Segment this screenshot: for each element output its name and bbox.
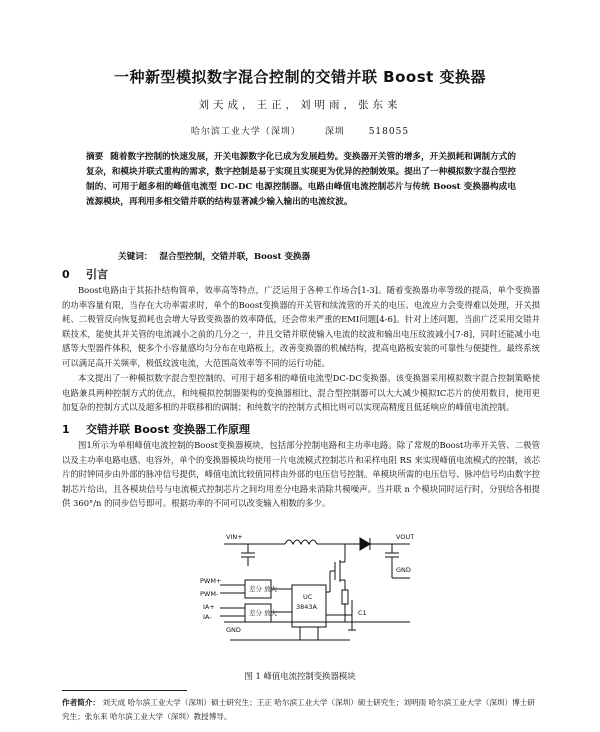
label-diff-amp-2: 差分 放大: [249, 609, 278, 617]
section-number: 1: [62, 423, 70, 436]
intro-paragraph-1: Boost电路由于其拓扑结构简单，效率高等特点，广泛运用于各种工作场合[1-3]。随着变换器功率等级的提高，单个变换器的功率容量有限，当存在大功率需求时，单个的Boost变换器的开关管和续流管的开关的电压、电流应力会变得难以处理，开关损耗、二极管反向恢复损耗也会增大导致变换器的效率降低，还会带来严重的EMI问题[4-6]。针对上述问题，当前广泛采用交错并联技术，能使其并关管的电流减小之前的几分之一，并且交错并联使输入电流的纹波和输出电压纹波减小[7-8]，同时还能减小电感等大型器件体积，便多个小容量感均匀分布在电路板上，改善变换器的机械结构，提高电路板安装的可靠性与便捷性。最终系统可以满足高开关频率，极低纹波电流，大范围高效率等不同的运行功能。: [62, 285, 540, 368]
section-title: 交错并联 Boost 变换器工作原理: [86, 423, 250, 436]
affiliation-city: 深圳: [324, 127, 345, 137]
section-number: 0: [62, 268, 70, 281]
footnote-text: 刘天成 哈尔滨工业大学（深圳）硕士研究生；王正 哈尔滨工业大学（深圳）硕士研究生；刘明雨 哈尔滨工业大学（深圳）博士研究生；张东来 哈尔滨工业大学（深圳）教授博导。: [62, 698, 535, 721]
figure-caption: 图 1 峰值电流控制变换器模块: [244, 671, 356, 681]
affiliation-postcode: 518055: [368, 127, 410, 137]
affiliation: [0, 124, 600, 137]
inductor: [285, 540, 317, 544]
label-gnd-in: GND: [226, 626, 241, 634]
label-ia-minus: IA-: [203, 613, 212, 621]
footnote-divider: [62, 690, 187, 691]
label-capacitor: C1: [358, 609, 367, 617]
paper-title: 一种新型模拟数字混合控制的交错并联 Boost 变换器: [113, 68, 487, 86]
abstract-label: 摘要: [86, 152, 104, 162]
label-ic-name: UC: [303, 593, 313, 601]
label-vout: VOUT: [396, 533, 415, 541]
abstract: [86, 150, 516, 210]
author-footnote: [62, 696, 540, 724]
section-heading-principle: [62, 421, 250, 437]
diff-amp-box-1: [245, 580, 271, 598]
control-ic-box: [292, 585, 326, 627]
keywords-label: 关键词：: [118, 252, 153, 262]
label-pwm-plus: PWM+: [200, 577, 222, 585]
author-list: 刘天成，王正，刘明雨，张东来: [198, 99, 402, 111]
footnote-label: 作者简介：: [62, 698, 100, 707]
diff-amp-box-2: [245, 604, 271, 622]
label-ic-number: 3843A: [296, 603, 317, 611]
label-pwm-minus: PWM-: [200, 590, 219, 598]
section-heading-intro: [62, 266, 108, 282]
diode: [360, 538, 370, 550]
label-gnd-out: GND: [396, 566, 411, 574]
label-ia-plus: IA+: [203, 603, 215, 611]
sense-resistor: [342, 590, 348, 604]
principle-paragraph-1: 图1所示为单相峰值电流控制的Boost变换器模块，包括部分控制电路和主功率电路。除了常规的Boost功率开关管、二极管以及主功率电路电感、电容外，单个的变换器模块均使用一片电流模式控制芯片和采样电阻 RS 来实现峰值电流模式的控制，该芯片的时钟同步由外部的脉冲信号提供，峰值电流比较值同样由外部的电压信号控制。单模块所需的电压信号、脉冲信号均由数字控制芯片给出，且各模块信号与电流模式控制芯片之间均用差分电路来消除共模噪声。当并联 n 个模块同时运行时，分别给各相提供 360°/n 的同步信号即可。根据功率的不同可以改变输入相数的多少。: [62, 440, 540, 509]
affiliation-institution: 哈尔滨工业大学（深圳）: [190, 127, 301, 137]
abstract-text: 随着数字控制的快速发展，开关电源数字化已成为发展趋势。变换器开关管的增多，开关损耗和调制方式的复杂，和模块并联式重构的需求，数字控制是易于实现且实现更为优异的控制效果。提出了一种模拟数字混合型控制的、可用于超多相的峰值电流型 DC-DC 电源控制器。电路由峰值电流控制芯片与传统 Boost 变换器构成电流源模块，再利用多相交错并联的结构显著减少输入输出的电流纹波。: [86, 152, 516, 207]
section-title: 引言: [86, 268, 108, 281]
label-diff-amp-1: 差分 放大: [249, 585, 278, 593]
keywords-text: 混合型控制，交错并联，Boost 变换器: [159, 252, 311, 262]
label-vin: VIN+: [226, 533, 243, 541]
intro-paragraph-2: 本文提出了一种模拟数字混合型控制的、可用于超多相的峰值电流型DC-DC变换器。该变换器采用模拟数字混合控制策略使电路兼具两种控制方式的优点，和纯模拟控制器架构的变换器相比，混合型控制器可以大大减少模拟IC芯片的使用数目，使用更加复杂的控制方式以及超多相的并联移相的调制；和纯数字的控制方式相比则可以实现高精度且低延响应的峰值电流控制。: [62, 373, 540, 413]
keywords: [118, 250, 538, 262]
